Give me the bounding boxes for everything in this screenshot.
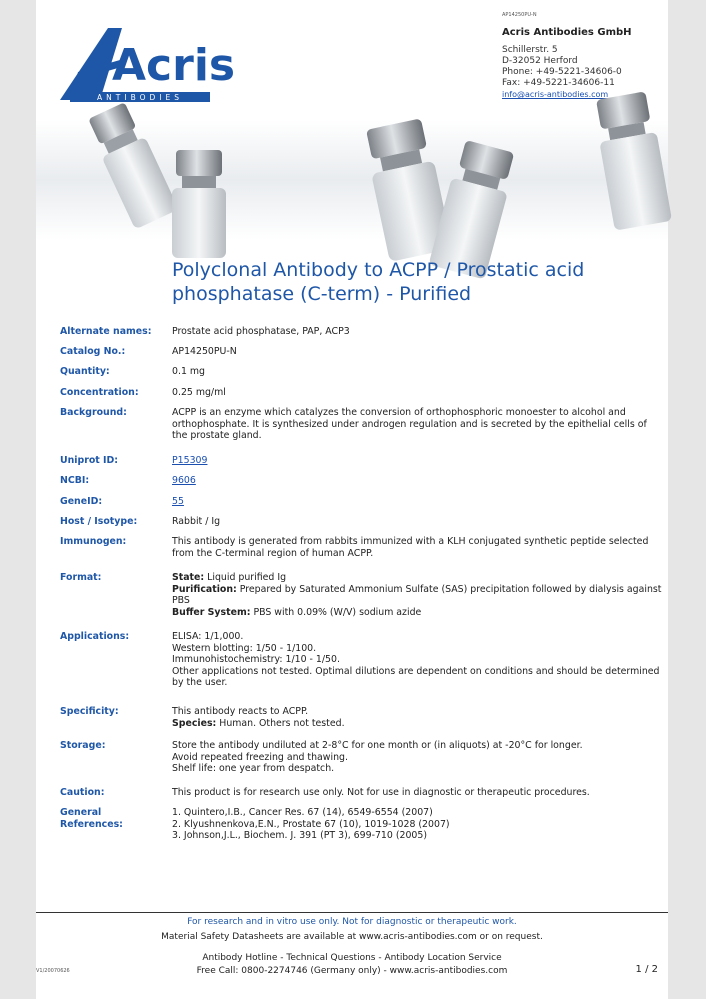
- field-value: ACPP is an enzyme which catalyzes the conversion of orthophosphoric monoester to alcohol and orthophosphate. It is synthesized under androgen regulation and is secreted by the epithelial cells of the prostate gland.: [172, 407, 647, 441]
- field-value: [172, 740, 662, 775]
- field-label: Caution:: [60, 787, 105, 798]
- field-label: GeneID:: [60, 496, 103, 507]
- uniprot-link[interactable]: P15309: [172, 455, 208, 466]
- field-value: Prostate acid phosphatase, PAP, ACP3: [172, 326, 350, 337]
- logo-subtext: ANTIBODIES: [97, 93, 183, 102]
- application-line: Immunohistochemistry: 1/10 - 1/50.: [172, 654, 340, 665]
- company-address: [502, 45, 622, 101]
- references-label-line: References:: [60, 818, 123, 830]
- geneid-link[interactable]: 55: [172, 496, 184, 507]
- email-link[interactable]: info@acris-antibodies.com: [502, 90, 609, 99]
- field-label: Format:: [60, 572, 102, 583]
- company-name: Acris Antibodies GmbH: [502, 27, 632, 38]
- field-label: NCBI:: [60, 475, 90, 486]
- field-label: Immunogen:: [60, 536, 127, 547]
- field-label: Applications:: [60, 631, 130, 642]
- field-value: 0.25 mg/ml: [172, 387, 226, 398]
- field-value: 0.1 mg: [172, 366, 205, 377]
- storage-line: Avoid repeated freezing and thawing.: [172, 751, 348, 763]
- logo-text: Acris: [112, 40, 236, 91]
- storage-line: Store the antibody undiluted at 2-8°C for one month or (in aliquots) at -20°C for longer.: [172, 740, 583, 751]
- field-value: [172, 572, 662, 618]
- ncbi-link[interactable]: 9606: [172, 475, 196, 486]
- field-label: Host / Isotype:: [60, 516, 138, 527]
- field-label: Storage:: [60, 740, 106, 751]
- footer-free-call: Free Call: 0800-2274746 (Germany only) - www.acris-antibodies.com: [196, 966, 508, 976]
- buffer-label: Buffer System:: [172, 606, 251, 618]
- application-line: ELISA: 1/1,000.: [172, 631, 244, 642]
- storage-line: Shelf life: one year from despatch.: [172, 763, 335, 774]
- field-value: This antibody is generated from rabbits immunized with a KLH conjugated synthetic peptide selected from the C-terminal region of human ACPP.: [172, 536, 649, 559]
- footer-research-notice: For research and in vitro use only. Not for diagnostic or therapeutic work.: [187, 917, 517, 927]
- species-value: Human. Others not tested.: [219, 717, 345, 729]
- acris-logo: [60, 22, 236, 112]
- field-value: This product is for research use only. Not for use in diagnostic or therapeutic procedures.: [172, 787, 590, 798]
- footer-hotline: Antibody Hotline - Technical Questions - Antibody Location Service: [202, 953, 502, 963]
- reference-item: 2. Klyushnenkova,E.N., Prostate 67 (10), 1019-1028 (2007): [172, 818, 450, 830]
- field-label: Background:: [60, 407, 127, 418]
- document-code: AP14250PU-N: [502, 12, 537, 18]
- field-label: [60, 807, 170, 830]
- buffer-value: PBS with 0.09% (W/V) sodium azide: [253, 606, 422, 618]
- page-margin-left: [0, 0, 36, 999]
- fax-line: Fax: +49-5221-34606-11: [502, 78, 615, 88]
- field-label: Specificity:: [60, 706, 119, 717]
- footer-divider: [36, 912, 668, 913]
- state-value: Liquid purified Ig: [207, 572, 287, 583]
- purification-value: Prepared by Saturated Ammonium Sulfate (SAS) precipitation followed by dialysis against PBS: [172, 583, 662, 606]
- field-value: Rabbit / Ig: [172, 516, 221, 527]
- field-value: [172, 706, 662, 729]
- species-label: Species:: [172, 717, 217, 729]
- reference-item: 3. Johnson,J.L., Biochem. J. 391 (PT 3), 699-710 (2005): [172, 830, 428, 841]
- address-line: D-32052 Herford: [502, 56, 578, 66]
- field-label: Uniprot ID:: [60, 455, 119, 466]
- address-line: Schillerstr. 5: [502, 45, 558, 55]
- phone-line: Phone: +49-5221-34606-0: [502, 67, 622, 77]
- field-value: [172, 807, 662, 842]
- reference-item: 1. Quintero,I.B., Cancer Res. 67 (14), 6549-6554 (2007): [172, 807, 433, 818]
- field-label: Concentration:: [60, 387, 139, 398]
- purification-label: Purification:: [172, 583, 237, 595]
- field-value: [172, 631, 662, 689]
- product-title: Polyclonal Antibody to ACPP / Prostatic acid phosphatase (C-term) - Purified: [172, 259, 585, 305]
- vials-banner-image: [36, 120, 668, 240]
- field-label: Quantity:: [60, 366, 110, 377]
- page-number: 1 / 2: [635, 964, 658, 975]
- page-margin-right: [668, 0, 706, 999]
- footer-msds-notice: Material Safety Datasheets are available at www.acris-antibodies.com or on request.: [161, 932, 543, 942]
- datasheet-page: [36, 0, 668, 999]
- state-label: State:: [172, 572, 205, 583]
- field-label: Alternate names:: [60, 326, 152, 337]
- application-line: Other applications not tested. Optimal dilutions are dependent on conditions and should be determined by the user.: [172, 665, 660, 688]
- version-code: V1/20070626: [36, 968, 70, 974]
- field-value: AP14250PU-N: [172, 346, 237, 357]
- specificity-line: This antibody reacts to ACPP.: [172, 706, 309, 717]
- references-label-line: General: [60, 807, 102, 818]
- application-line: Western blotting: 1/50 - 1/100.: [172, 642, 317, 654]
- field-label: Catalog No.:: [60, 346, 126, 357]
